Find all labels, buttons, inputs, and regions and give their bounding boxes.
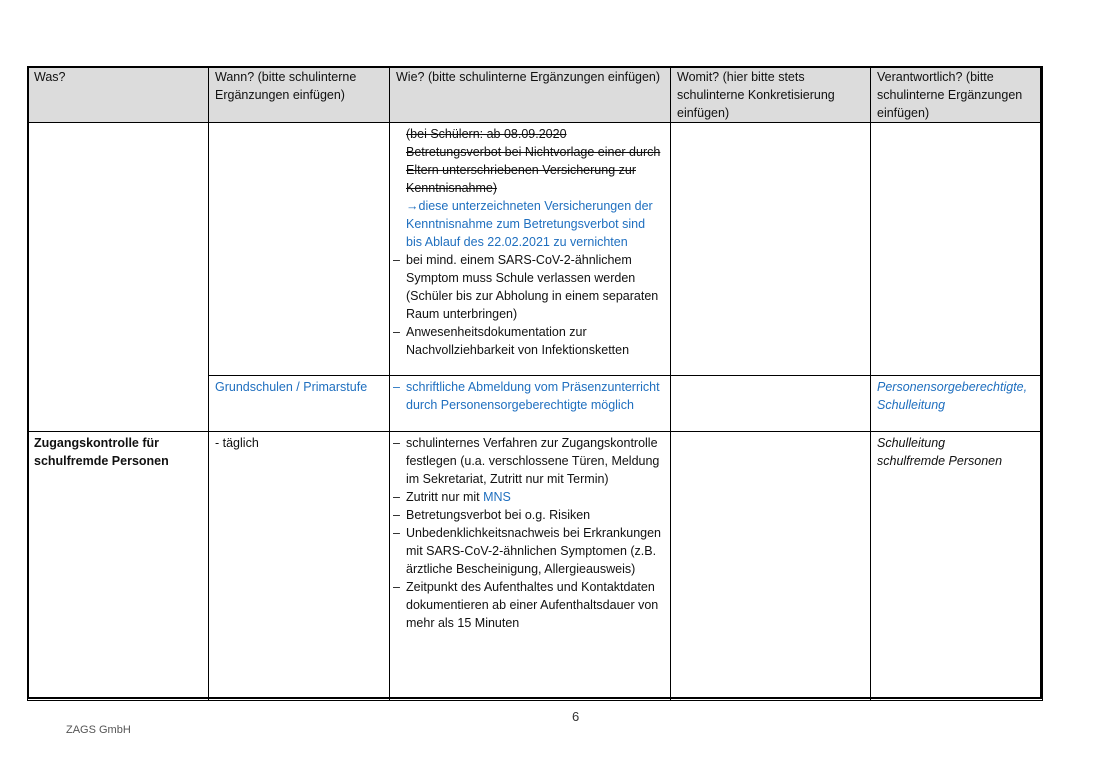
header-verantwortlich: Verantwortlich? (bitte schulinterne Ergänzungen einfügen) [871, 67, 1043, 123]
responsible-line: schulfremde Personen [877, 454, 1003, 468]
list-item: – bei mind. einem SARS-CoV-2-ähnlichem Symptom muss Schule verlassen werden (Schüler bis zur Abholung in einem separaten Raum unterbringen) [396, 251, 664, 323]
cell-womit [671, 376, 871, 432]
company-footer: ZAGS GmbH [66, 724, 131, 736]
arrow-right-icon: → [406, 199, 419, 213]
list-item: – Unbedenklichkeitsnachweis bei Erkrankungen mit SARS-CoV-2-ähnlichen Symptomen (z.B. ärztliche Bescheinigung, Allergieausweis) [396, 524, 664, 578]
list-item: – Betretungsverbot bei o.g. Risiken [396, 506, 664, 524]
cell-wann: - täglich [209, 432, 390, 701]
page-number: 6 [572, 709, 580, 724]
cell-verantwortlich [871, 123, 1043, 376]
header-womit: Womit? (hier bitte stets schulinterne Konkretisierung einfügen) [671, 67, 871, 123]
table-row [28, 432, 1043, 701]
cell-verantwortlich: Personensorgeberechtigte, Schulleitung [871, 376, 1043, 432]
list-item: – schriftliche Abmeldung vom Präsenzunterricht durch Personensorgeberechtigte möglich [396, 378, 664, 414]
list-item: – Zeitpunkt des Aufenthaltes und Kontaktdaten dokumentieren ab einer Aufenthaltsdauer von mehr als 15 Minuten [396, 578, 664, 632]
measures-table [27, 66, 1042, 699]
cell-womit [671, 432, 871, 701]
table-row [28, 123, 1043, 376]
header-wie: Wie? (bitte schulinterne Ergänzungen einfügen) [390, 67, 671, 123]
responsible-line: Schulleitung [877, 436, 946, 450]
header-wann: Wann? (bitte schulinterne Ergänzungen einfügen) [209, 67, 390, 123]
cell-verantwortlich [871, 432, 1043, 701]
cell-wann: Grundschulen / Primarstufe [209, 376, 390, 432]
list-item [396, 488, 664, 506]
cell-wie [390, 432, 671, 701]
zutritt-text: Zutritt nur mit [406, 490, 484, 504]
cell-was [28, 123, 209, 432]
list-item: – Anwesenheitsdokumentation zur Nachvollziehbarkeit von Infektionsketten [396, 323, 664, 359]
cell-was: Zugangskontrolle für schulfremde Personen [28, 432, 209, 701]
mns-text: MNS [483, 490, 511, 504]
cell-womit [671, 123, 871, 376]
struck-text: (bei Schülern: ab 08.09.2020 Betretungsverbot bei Nichtvorlage einer durch Eltern unterschriebenen Versicherung zur Kenntnisnahme) [406, 127, 661, 195]
cell-wie [390, 376, 671, 432]
list-item: – schulinternes Verfahren zur Zugangskontrolle festlegen (u.a. verschlossene Türen, Meldung im Sekretariat, Zutritt nur mit Termin) [396, 434, 664, 488]
table-header-row [28, 67, 1043, 123]
cell-wie [390, 123, 671, 376]
arrow-note-text: diese unterzeichneten Versicherungen der Kenntnisnahme zum Betretungsverbot sind bis Ablauf des 22.02.2021 zu vernichten [406, 199, 653, 249]
header-was: Was? [28, 67, 209, 123]
cell-wann [209, 123, 390, 376]
